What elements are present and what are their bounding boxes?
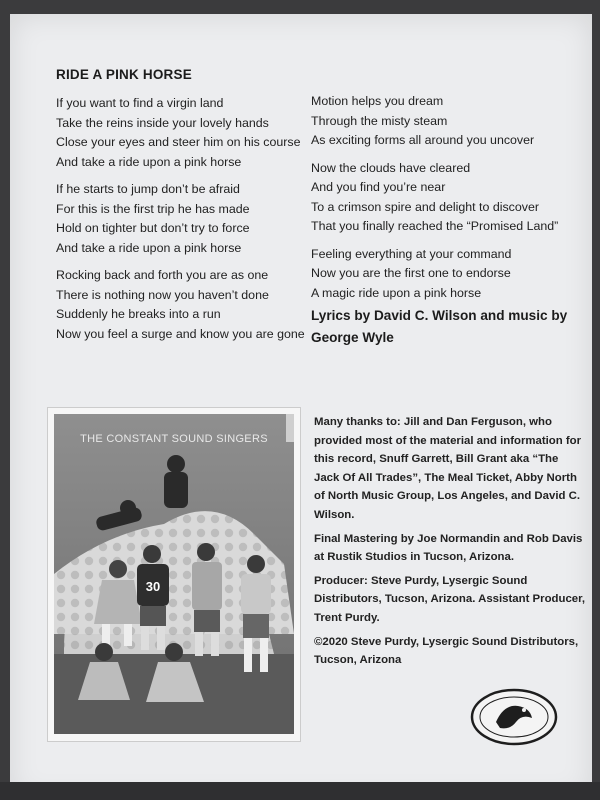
lyric-line: And take a ride upon a pink horse [56,154,242,169]
lyric-line: Motion helps you dream [311,94,444,108]
lyric-line: For this is the first trip he has made [56,201,250,216]
band-photo-frame [47,407,301,742]
lyric-line: As exciting forms all around you uncover [311,133,535,147]
lyric-line: And you find you’re near [311,180,446,194]
band-photo [54,414,294,734]
lyric-line: Hold on tighter but don’t try to force [56,221,250,235]
lyric-line: Now you are the first one to endorse [311,266,511,280]
mastering-paragraph: Final Mastering by Joe Normandin and Rob Davis at Rustik Studios in Tucson, Arizona. [314,532,583,564]
producer-paragraph: Producer: Steve Purdy, Lysergic Sound Distributors, Tucson, Arizona. Assistant Producer, Trent Purdy. [314,574,586,624]
lyrics-stanza [56,180,306,258]
lyrics-stanza [56,94,306,172]
credit-line: George Wyle [311,330,394,345]
copyright-paragraph: ©2020 Steve Purdy, Lysergic Sound Distributors, Tucson, Arizona [314,635,579,667]
lyric-line: And take a ride upon a pink horse [56,240,242,255]
liner-notes [314,413,586,675]
lyric-line: There is nothing now you haven’t done [56,287,269,302]
lyric-line: Feeling everything at your command [311,246,512,261]
lyric-line: Close your eyes and steer him on his course [56,135,301,149]
lyrics-stanza [56,266,306,344]
credit-line: Lyrics by David C. Wilson and music by [311,308,568,323]
lyric-line: A magic ride upon a pink horse [311,285,482,300]
song-title: RIDE A PINK HORSE [56,67,192,82]
thanks-paragraph: Many thanks to: Jill and Dan Ferguson, who provided most of the material and information for this record, Snuff Garrett, Bill Grant aka “The Jack Of All Trades”, The Meal Ticket, Abby North of North Music Group, Los Angeles, and David C. Wilson. [314,416,582,521]
photo-caption: THE CONSTANT SOUND SINGERS [80,433,268,445]
lyric-line: That you finally reached the “Promised Land” [311,219,559,233]
lyric-line: Suddenly he breaks into a run [56,307,221,321]
lyrics-stanza [311,92,586,151]
lyric-line: If he starts to jump don’t be afraid [56,182,240,196]
lyrics-right-column [311,92,586,311]
lyrics-stanza [311,245,586,304]
lyrics-stanza [311,159,586,237]
jersey-number: 30 [145,579,161,594]
lyric-line: Rocking back and forth you are as one [56,268,269,282]
lyrics-left-column [56,94,306,352]
background-surface [0,782,600,800]
songwriter-credit [311,305,586,349]
band-photo-illustration [54,414,294,734]
lyric-line: Take the reins inside your lovely hands [56,115,269,130]
lyric-line: If you want to find a virgin land [56,96,224,110]
distributor-logo [470,688,558,746]
lyric-line: Now the clouds have cleared [311,160,471,175]
lyric-line: Now you feel a surge and know you are gone [56,326,305,341]
eagle-seal-icon [470,688,558,746]
lyric-line: Through the misty steam [311,113,448,128]
lyric-line: To a crimson spire and delight to discover [311,199,539,214]
